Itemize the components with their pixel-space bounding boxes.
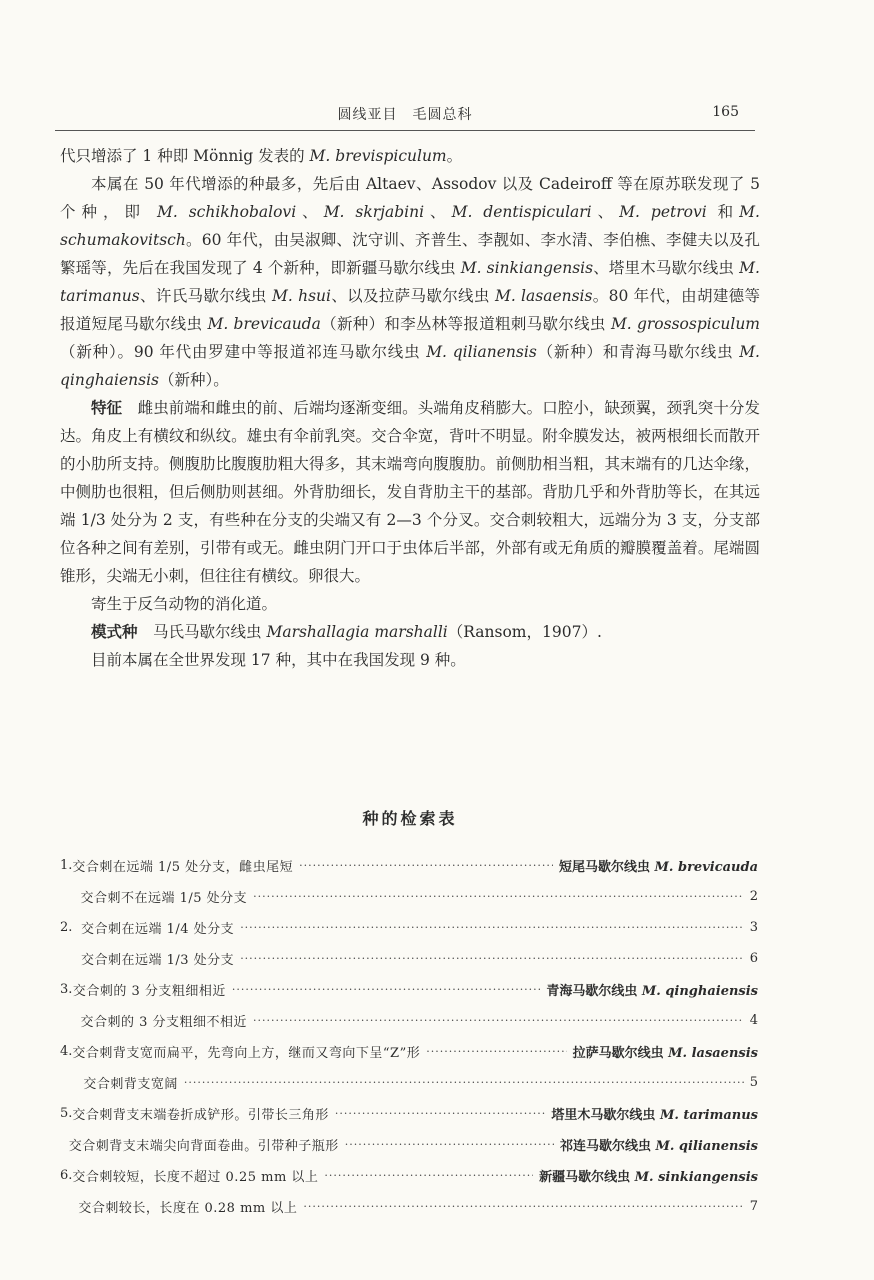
key-row-number: 5.	[60, 1106, 73, 1121]
key-row	[60, 1005, 758, 1036]
key-row-result: 短尾马歇尔线虫 M. brevicauda	[559, 860, 758, 875]
key-row-number: 2.	[60, 920, 73, 935]
key-title: 种的检索表	[362, 809, 458, 828]
key-row	[60, 850, 758, 881]
key-row-text: 交合刺背支末端尖向背面卷曲。引带种子瓶形	[68, 1139, 339, 1154]
key-row-text: 交合刺不在远端 1/5 处分支	[80, 891, 248, 906]
type-species-label: 模式种	[91, 622, 138, 641]
leader-dots	[426, 1045, 566, 1058]
species-name: M. qilianensis	[655, 1139, 758, 1154]
key-row-result: 青海马歇尔线虫 M. qinghaiensis	[546, 984, 758, 999]
key-row-text: 交合刺在远端 1/4 处分支	[81, 922, 235, 937]
key-row-text: 交合刺较长，长度在 0.28 mm 以上	[78, 1201, 298, 1216]
paragraph-type-species: 模式种 马氏马歇尔线虫 Marshallagia marshalli（Ransom，1907）.	[91, 622, 602, 641]
species-name: M. brevispiculum	[309, 147, 447, 165]
leader-dots	[345, 1138, 554, 1151]
key-row	[60, 943, 758, 974]
leader-dots	[335, 1107, 545, 1120]
paragraph-1: 代只增添了 1 种即 Mönnig 发表的 M. brevispiculum。	[60, 147, 463, 165]
key-row-result: 塔里木马歇尔线虫 M. tarimanus	[551, 1108, 758, 1123]
key-row	[60, 1036, 758, 1067]
paragraph-features: 特征 雌虫前端和雌虫的前、后端均逐渐变细。头端角皮稍膨大。口腔小，缺颈翼，颈乳突十分发达。角皮上有横纹和纵纹。雄虫有伞前乳突。交合伞宽，背叶不明显。附伞膜发达，被两根细长而散开的小肋所支持。侧腹肋比腹腹肋粗大得多，其末端弯向腹腹肋。前侧肋相当粗，其末端有的几达伞缘，中侧肋也很粗，但后侧肋则甚细。外背肋细长，发自背肋主干的基部。背肋几乎和外背肋等长，在其远端 1/3 处分为 2 支，有些种在分支的尖端又有 2—3 个分叉。交合刺较粗大，远端分为 3 支，分支部位各种之间有差别，引带有或无。雌虫阴门开口于虫体后半部，外部有或无角质的瓣膜覆盖着。尾端圆锥形，尖端无小刺，但往往有横纹。卵很大。	[60, 398, 760, 585]
key-row	[60, 1129, 758, 1160]
key-row	[60, 1160, 758, 1191]
leader-dots	[240, 952, 744, 965]
key-row-goto: 4	[749, 1013, 758, 1028]
species-name: M. qinghaiensis	[641, 984, 758, 999]
key-row-text: 交合刺背支末端卷折成铲形。引带长三角形	[72, 1108, 329, 1123]
key-row-number: 4.	[60, 1044, 73, 1059]
leader-dots	[232, 983, 540, 996]
key-row-result: 拉萨马歇尔线虫 M. lasaensis	[572, 1046, 758, 1061]
key-row-goto: 2	[749, 889, 758, 904]
key-row-result: 新疆马歇尔线虫 M. sinkiangensis	[539, 1170, 758, 1185]
identification-key	[60, 850, 758, 1222]
leader-dots	[299, 859, 553, 872]
body-text	[60, 142, 760, 674]
key-row-text: 交合刺背支宽而扁平，先弯向上方，继而又弯向下呈“Z”形	[72, 1046, 421, 1061]
key-row-result: 祁连马歇尔线虫 M. qilianensis	[559, 1139, 758, 1154]
leader-dots	[324, 1169, 533, 1182]
key-row-text: 交合刺较短，长度不超过 0.25 mm 以上	[72, 1170, 319, 1185]
key-row-number: 3.	[60, 982, 73, 997]
key-row	[60, 1098, 758, 1129]
key-row	[60, 1067, 758, 1098]
features-label: 特征	[91, 398, 123, 417]
paragraph-2: 本属在 50 年代增添的种最多，先后由 Altaev、Assodov 以及 Cadeiroff 等在原苏联发现了 5 个种，即 M. schikhobalovi、M. skrjabini、M. dentispiculari、M. petrovi 和M. schumakovitsch。60 年代，由吴淑卿、沈守训、齐普生、李靓如、李水清、李伯樵、李健夫以及孔繁瑶等，先后在我国发现了 4 个新种，即新疆马歇尔线虫 M. sinkiangensis、塔里木马歇尔线虫 M. tarimanus、许氏马歇尔线虫 M. hsui、以及拉萨马歇尔线虫 M. lasaensis。80 年代，由胡建德等报道短尾马歇尔线虫 M. brevicauda（新种）和李丛林等报道粗刺马歇尔线虫 M. grossospiculum（新种）。90 年代由罗建中等报道祁连马歇尔线虫 M. qilianensis（新种）和青海马歇尔线虫 M. qinghaiensis（新种）。	[60, 175, 761, 389]
key-row-text: 交合刺的 3 分支粗细不相近	[80, 1015, 248, 1030]
key-row-number: 1.	[60, 858, 73, 873]
paragraph-host: 寄生于反刍动物的消化道。	[91, 595, 278, 613]
running-header	[55, 100, 755, 131]
key-row-text: 交合刺背支宽阔	[83, 1077, 178, 1092]
species-name: M. tarimanus	[659, 1108, 758, 1123]
leader-dots	[253, 890, 744, 903]
chapter-title: 圆线亚目 毛圆总科	[337, 107, 473, 123]
leader-dots	[253, 1014, 744, 1027]
paragraph-count: 目前本属在全世界发现 17 种，其中在我国发现 9 种。	[91, 651, 466, 669]
key-row-text: 交合刺在远端 1/3 处分支	[81, 953, 235, 968]
key-row	[60, 974, 758, 1005]
key-row-number: 6.	[60, 1168, 73, 1183]
key-row-goto: 7	[749, 1199, 758, 1214]
key-row-goto: 3	[749, 920, 758, 935]
leader-dots	[303, 1200, 743, 1213]
species-name: M. brevicauda	[654, 860, 758, 875]
page-number: 165	[712, 104, 739, 120]
species-name: M. lasaensis	[668, 1046, 758, 1061]
key-row	[60, 881, 758, 912]
species-name: M. sinkiangensis	[634, 1170, 758, 1185]
key-row	[60, 912, 758, 943]
key-row-text: 交合刺在远端 1/5 处分支，雌虫尾短	[72, 860, 294, 875]
key-row	[60, 1191, 758, 1222]
leader-dots	[184, 1076, 744, 1089]
key-row-goto: 5	[749, 1075, 758, 1090]
key-row-goto: 6	[749, 951, 758, 966]
leader-dots	[240, 921, 744, 934]
key-row-text: 交合刺的 3 分支粗细相近	[72, 984, 226, 999]
